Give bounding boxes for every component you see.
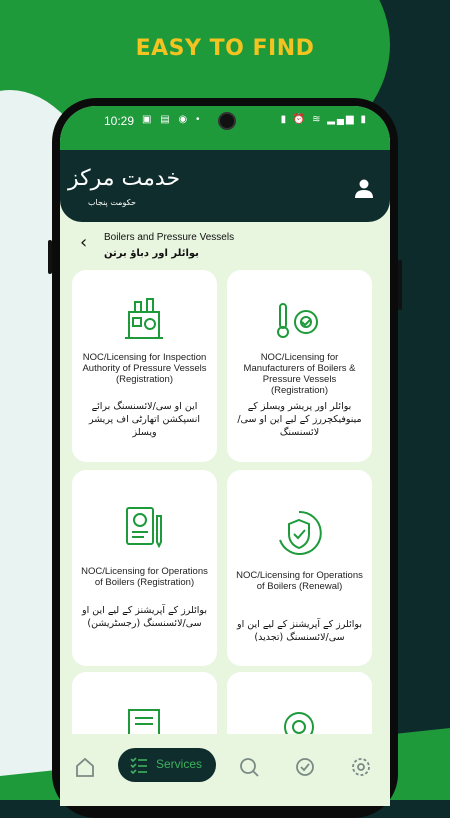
bottom-navigation xyxy=(60,734,390,806)
home-icon[interactable] xyxy=(74,756,96,778)
profile-icon[interactable] xyxy=(354,178,374,198)
system-icons: ▮ ⏰ ≋ ▂▄▆ ▮ xyxy=(280,114,368,125)
service-title: NOC/Licensing for Inspection Authority of Pressure Vessels (Registration) xyxy=(82,352,207,385)
service-card[interactable] xyxy=(227,470,372,666)
app-header xyxy=(60,150,390,222)
service-title: NOC/Licensing for Operations of Boilers (Registration) xyxy=(81,566,208,588)
nav-services-button[interactable] xyxy=(118,748,216,782)
phone-side-button xyxy=(48,240,52,274)
app-screen xyxy=(60,106,390,806)
camera-icon xyxy=(218,112,236,130)
document-pen-icon xyxy=(119,502,169,552)
service-title-urdu: بوائلر اور پریشر ویسلز کے مینوفیکچررز کے لیے این او سی/لائسنسنگ xyxy=(237,401,362,438)
services-list-icon xyxy=(130,756,148,774)
service-card[interactable] xyxy=(72,470,217,666)
notification-icons: ▣ ▤ ◉ • xyxy=(142,114,203,125)
service-card[interactable] xyxy=(72,270,217,462)
search-icon[interactable] xyxy=(238,756,260,778)
service-card[interactable] xyxy=(227,270,372,462)
status-bar xyxy=(60,106,390,150)
phone-side-button xyxy=(398,260,402,310)
check-icon[interactable] xyxy=(294,756,316,778)
service-title: NOC/Licensing for Manufacturers of Boilers & Pressure Vessels (Registration) xyxy=(243,352,356,396)
page-title-urdu: بوائلر اور دباؤ برتن xyxy=(104,248,199,259)
service-title-urdu: بوائلرز کے آپریشنز کے لیے این او سی/لائسنسنگ (تجدید) xyxy=(237,619,362,643)
promo-headline: EASY TO FIND xyxy=(135,36,315,61)
app-logo-subtitle: حکومت پنجاب xyxy=(88,198,136,207)
breadcrumb xyxy=(60,224,390,270)
nav-services-label: Services xyxy=(156,757,203,771)
service-title: NOC/Licensing for Operations of Boilers (Renewal) xyxy=(236,570,363,592)
gear-thermometer-icon xyxy=(274,294,324,344)
page-title: Boilers and Pressure Vessels xyxy=(104,232,235,243)
service-title-urdu: بوائلرز کے آپریشنز کے لیے این او سی/لائسنسنگ (رجسٹریشن) xyxy=(82,605,207,629)
settings-icon[interactable] xyxy=(350,756,372,778)
status-time: 10:29 xyxy=(104,114,135,128)
factory-icon xyxy=(119,294,169,344)
app-logo: خدمت مرکز xyxy=(68,166,181,191)
shield-check-icon xyxy=(274,508,324,558)
service-title-urdu: این او سی/لائسنسنگ برائے انسپکشن اتھارٹی اف پریشر ویسلز xyxy=(88,401,201,438)
back-arrow-icon[interactable]: ‹ xyxy=(80,232,88,253)
